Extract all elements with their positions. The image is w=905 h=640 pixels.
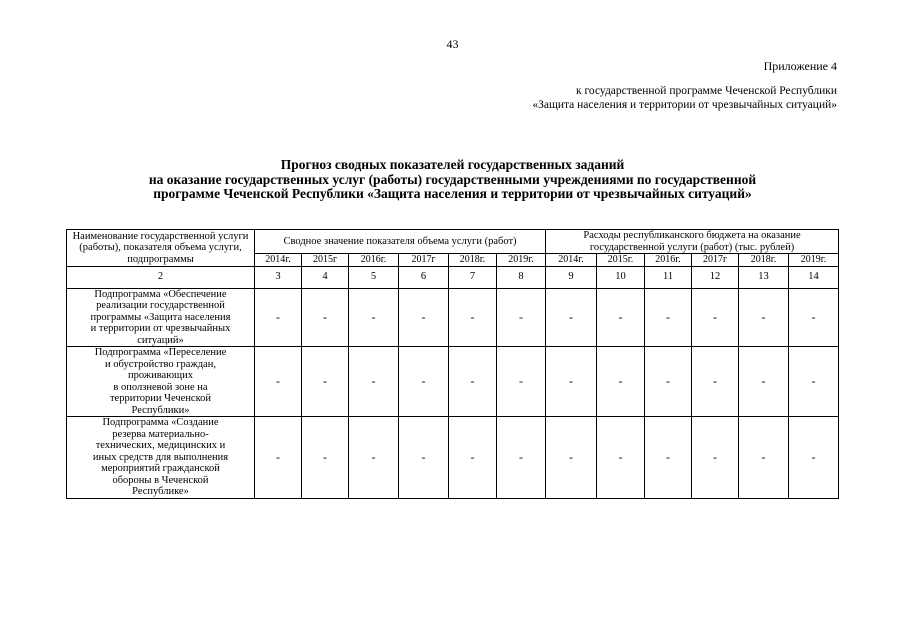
subprogram-name-line: резерва материально-	[112, 428, 209, 440]
subprogram-name-line: Подпрограмма «Переселение	[94, 347, 227, 358]
indicators-table	[66, 229, 839, 499]
year-volume-cell: 2019г.	[497, 254, 546, 267]
value-cell: -	[692, 347, 739, 417]
year-volume-cell: 2015г	[302, 254, 349, 267]
subprogram-name-line: проживающих	[127, 370, 193, 381]
column-number-cell: 5	[349, 266, 399, 288]
column-number-cell: 8	[497, 266, 546, 288]
value-cell: -	[597, 288, 645, 347]
value-cell: -	[399, 288, 449, 347]
subprogram-name-line: и обустройство граждан,	[105, 358, 216, 370]
value-cell: -	[449, 417, 497, 499]
value-cell: -	[692, 288, 739, 347]
value-cell: -	[645, 288, 692, 347]
appendix-note	[532, 59, 837, 112]
column-number-cell: 9	[546, 266, 597, 288]
year-volume-cell: 2017г	[399, 254, 449, 267]
value-cell: -	[739, 288, 789, 347]
value-cell: -	[497, 288, 546, 347]
subprogram-name-line: в оползневой зоне на	[113, 381, 208, 393]
appendix-number: Приложение 4	[763, 59, 837, 73]
value-cell: -	[302, 288, 349, 347]
year-expense-cell: 2016г.	[645, 254, 692, 267]
title-line-2: на оказание государственных услуг (работы) государственными учреждениями по государственной	[148, 171, 757, 187]
value-cell: -	[255, 288, 302, 347]
value-cell: -	[349, 417, 399, 499]
year-volume-cell: 2018г.	[449, 254, 497, 267]
subprogram-name-line: Подпрограмма «Создание	[102, 417, 219, 428]
title-line-1: Прогноз сводных показателей государственных заданий	[280, 157, 625, 172]
subprogram-name-line: и территории от чрезвычайных	[90, 323, 231, 334]
subprogram-name-line: реализации государственной	[96, 300, 225, 311]
title-line-3: программе Чеченской Республики «Защита населения и территории от чрезвычайных ситуаций»	[153, 186, 752, 201]
column-number-cell: 6	[399, 266, 449, 288]
value-cell: -	[546, 288, 597, 347]
column-number-cell: 4	[302, 266, 349, 288]
column-number-cell: 7	[449, 266, 497, 288]
value-cell: -	[597, 347, 645, 417]
header-name-cell: Наименование государственной услуги (работы), показателя объема услуги, подпрограммы	[67, 230, 255, 267]
value-cell: -	[449, 288, 497, 347]
year-expense-cell: 2017г	[692, 254, 739, 267]
subprogram-name-line: мероприятий гражданской	[101, 463, 220, 474]
value-cell: -	[497, 347, 546, 417]
value-cell: -	[399, 347, 449, 417]
column-number-row	[67, 266, 839, 288]
value-cell: -	[645, 417, 692, 499]
header-row-groups	[67, 230, 839, 254]
value-cell: -	[739, 417, 789, 499]
subprogram-name-cell	[67, 347, 255, 417]
table-row	[67, 288, 839, 347]
year-expense-cell: 2018г.	[739, 254, 789, 267]
column-number-cell: 12	[692, 266, 739, 288]
value-cell: -	[597, 417, 645, 499]
value-cell: -	[255, 417, 302, 499]
subprogram-name-line: Республике»	[132, 486, 189, 497]
value-cell: -	[349, 288, 399, 347]
value-cell: -	[692, 417, 739, 499]
appendix-line-1: к государственной программе Чеченской Республики	[576, 85, 837, 97]
page-number: 43	[446, 37, 459, 51]
subprogram-name-line: технических, медицинских и	[95, 440, 226, 451]
column-number-cell: 3	[255, 266, 302, 288]
value-cell: -	[255, 347, 302, 417]
subprogram-name-cell	[67, 288, 255, 347]
value-cell: -	[739, 347, 789, 417]
table-row	[67, 417, 839, 499]
column-number-cell: 13	[739, 266, 789, 288]
value-cell: -	[789, 417, 839, 499]
value-cell: -	[399, 417, 449, 499]
column-number-cell: 14	[789, 266, 839, 288]
subprogram-name-cell	[67, 417, 255, 499]
year-volume-cell: 2014г.	[255, 254, 302, 267]
value-cell: -	[449, 347, 497, 417]
column-number-cell: 11	[645, 266, 692, 288]
document-title	[60, 158, 845, 202]
value-cell: -	[302, 347, 349, 417]
value-cell: -	[546, 417, 597, 499]
value-cell: -	[789, 288, 839, 347]
value-cell: -	[497, 417, 546, 499]
value-cell: -	[302, 417, 349, 499]
subprogram-name-line: обороны в Чеченской	[112, 474, 209, 486]
header-volume-cell: Сводное значение показателя объема услуги (работ)	[255, 230, 546, 254]
subprogram-name-line: Подпрограмма «Обеспечение	[94, 288, 227, 300]
year-expense-cell: 2015г.	[597, 254, 645, 267]
column-number-cell: 2	[67, 266, 255, 288]
value-cell: -	[789, 347, 839, 417]
table-row	[67, 347, 839, 417]
subprogram-name-line: программы «Защита населения	[90, 311, 231, 323]
year-expense-cell: 2019г.	[789, 254, 839, 267]
appendix-line-2: «Защита населения и территории от чрезвычайных ситуаций»	[532, 99, 837, 111]
subprogram-name-line: ситуаций»	[137, 334, 184, 346]
value-cell: -	[349, 347, 399, 417]
value-cell: -	[546, 347, 597, 417]
year-expense-cell: 2014г.	[546, 254, 597, 267]
subprogram-name-line: иных средств для выполнения	[92, 451, 229, 463]
column-number-cell: 10	[597, 266, 645, 288]
subprogram-name-line: территории Чеченской	[109, 393, 212, 404]
year-volume-cell: 2016г.	[349, 254, 399, 267]
header-expense-cell: Расходы республиканского бюджета на оказание государственной услуги (работ) (тыс. рублей)	[546, 230, 839, 254]
subprogram-name-line: Республики»	[131, 404, 190, 416]
value-cell: -	[645, 347, 692, 417]
